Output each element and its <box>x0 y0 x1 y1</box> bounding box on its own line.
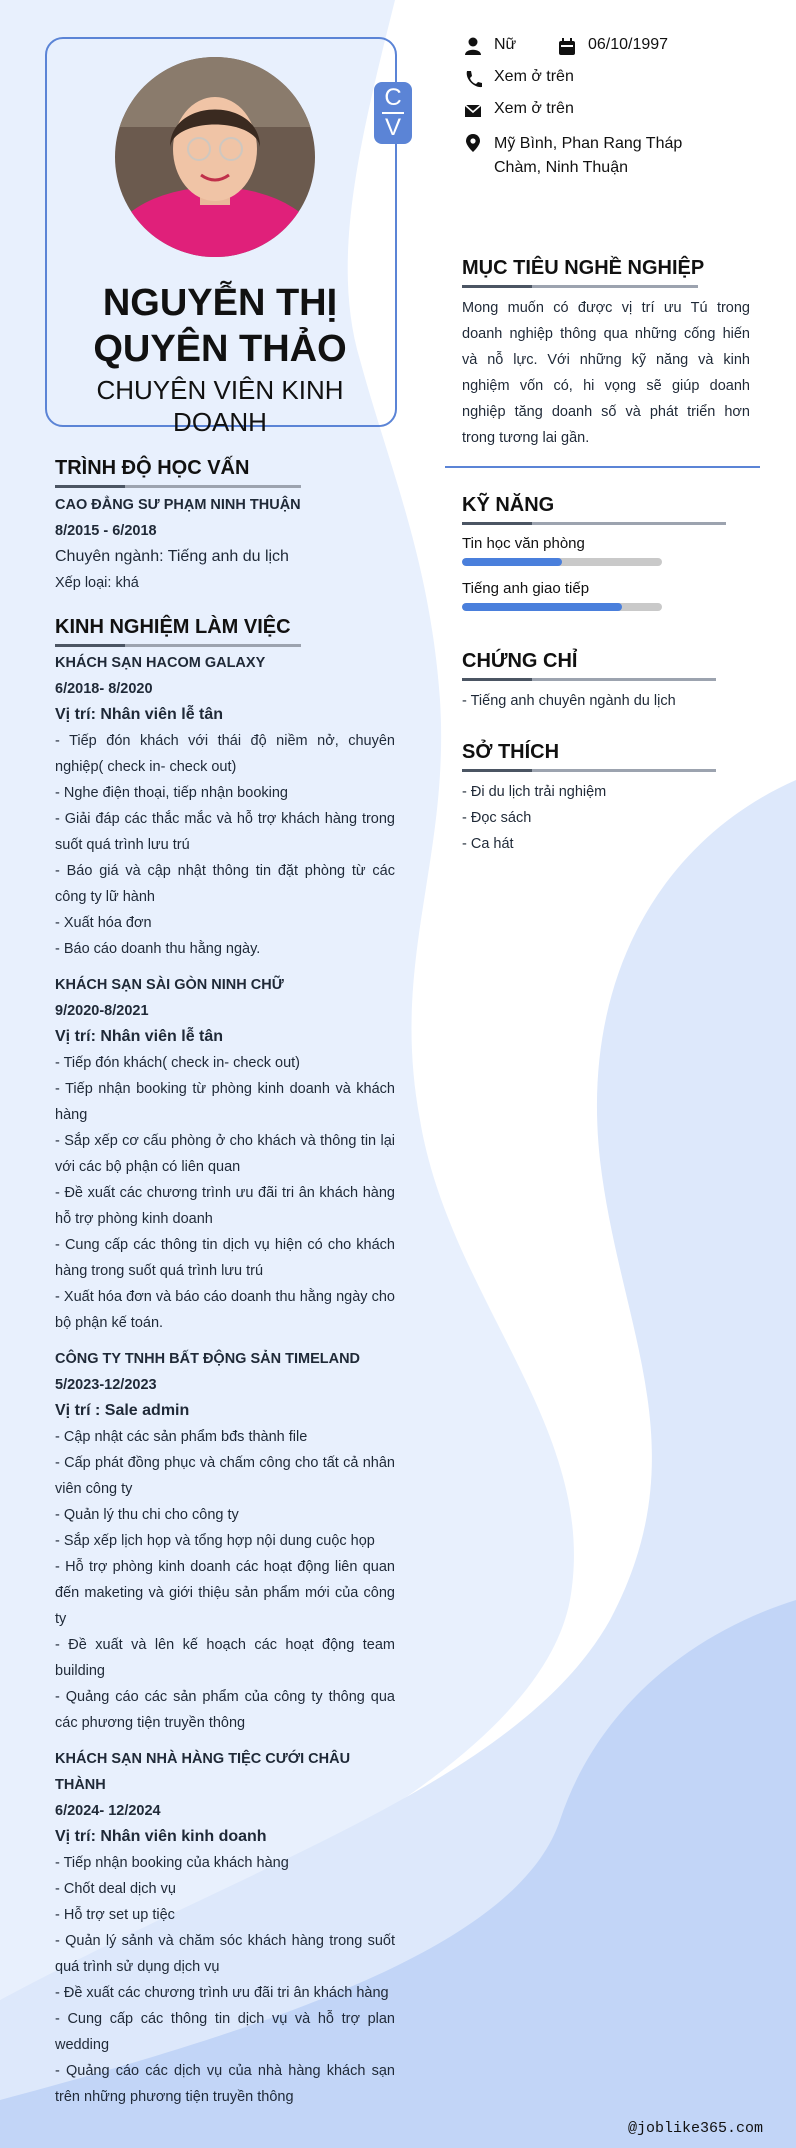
skill-track <box>462 558 662 566</box>
address-line-1: Mỹ Bình, Phan Rang Tháp <box>494 135 683 152</box>
job-task: - Quản lý sảnh và chăm sóc khách hàng trong suốt quá trình sử dụng dịch vụ <box>55 1933 395 1975</box>
education-block <box>55 492 395 596</box>
job-entry <box>55 972 395 1336</box>
education-period: 8/2015 - 6/2018 <box>55 523 157 539</box>
job-position: Vị trí: Nhân viên lễ tân <box>55 706 224 723</box>
job-position: Vị trí : Sale admin <box>55 1402 190 1419</box>
phone-text: Xem ở trên <box>494 68 574 85</box>
contact-phone <box>462 68 574 90</box>
skill-track <box>462 603 662 611</box>
job-company: KHÁCH SẠN HACOM GALAXY <box>55 655 266 671</box>
birthday-text: 06/10/1997 <box>588 36 669 53</box>
job-task: - Cập nhật các sản phẩm bđs thành file <box>55 1429 308 1445</box>
job-task: - Quản lý thu chi cho công ty <box>55 1507 239 1523</box>
education-underline <box>55 485 301 488</box>
skills-heading: KỸ NĂNG <box>462 494 555 516</box>
job-period: 6/2018- 8/2020 <box>55 681 153 697</box>
objective-underline <box>462 285 698 288</box>
contact-address <box>462 132 682 180</box>
job-task: - Tiếp nhận booking từ phòng kinh doanh và khách hàng <box>55 1081 395 1123</box>
job-task: - Cung cấp các thông tin dịch vụ hiện có cho khách hàng trong suốt quá trình lưu trú <box>55 1237 395 1279</box>
job-task: - Sắp xếp lịch họp và tổng hợp nội dung cuộc họp <box>55 1533 375 1549</box>
avatar-photo <box>115 57 315 257</box>
school-name: CAO ĐẲNG SƯ PHẠM NINH THUẬN <box>55 497 301 513</box>
job-task: - Quảng cáo các dịch vụ của nhà hàng khách sạn trên những phương tiện truyền thông <box>55 2063 395 2105</box>
job-task: - Tiếp nhận booking của khách hàng <box>55 1855 289 1871</box>
email-icon <box>462 100 484 122</box>
location-pin-icon <box>462 132 484 154</box>
job-task: - Báo cáo doanh thu hằng ngày. <box>55 941 261 957</box>
contact-email <box>462 100 574 122</box>
hobby-item: - Ca hát <box>462 836 514 852</box>
job-task: - Đề xuất và lên kế hoạch các hoạt động team building <box>55 1637 395 1679</box>
objective-heading: MỤC TIÊU NGHỀ NGHIỆP <box>462 257 705 279</box>
skill-label: Tiếng anh giao tiếp <box>462 580 590 597</box>
skill-fill <box>462 603 622 611</box>
job-task: - Đề xuất các chương trình ưu đãi tri ân khách hàng <box>55 1985 389 2001</box>
skill-fill <box>462 558 562 566</box>
certificates-heading: CHỨNG CHỈ <box>462 650 578 672</box>
job-task: - Nghe điện thoại, tiếp nhận booking <box>55 785 288 801</box>
job-task: - Quảng cáo các sản phẩm của công ty thông qua các phương tiện truyền thông <box>55 1689 395 1731</box>
role-line-1: CHUYÊN VIÊN KINH <box>96 375 344 405</box>
hobbies-heading: SỞ THÍCH <box>462 741 560 763</box>
calendar-icon <box>556 36 578 58</box>
job-task: - Hỗ trợ set up tiệc <box>55 1907 175 1923</box>
avatar <box>115 57 315 257</box>
cv-badge-top: C <box>384 84 402 111</box>
job-period: 6/2024- 12/2024 <box>55 1803 161 1819</box>
gender-text: Nữ <box>494 36 517 53</box>
job-task: - Sắp xếp cơ cấu phòng ở cho khách và thông tin lại với các bộ phận có liên quan <box>55 1133 395 1175</box>
phone-icon <box>462 68 484 90</box>
job-task: - Tiếp đón khách với thái độ niềm nở, chuyên nghiệp( check in- check out) <box>55 733 395 775</box>
candidate-name <box>60 280 380 372</box>
section-divider <box>445 466 760 468</box>
job-task: - Cấp phát đồng phục và chấm công cho tất cả nhân viên công ty <box>55 1455 395 1497</box>
job-task: - Đề xuất các chương trình ưu đãi tri ân khách hàng hỗ trợ phòng kinh doanh <box>55 1185 395 1227</box>
email-text: Xem ở trên <box>494 100 574 117</box>
person-icon <box>462 36 484 58</box>
education-major: Chuyên ngành: Tiếng anh du lịch <box>55 548 289 565</box>
footer-watermark: @joblike365.com <box>627 2120 763 2137</box>
skill-item <box>462 580 750 611</box>
job-period: 9/2020-8/2021 <box>55 1003 149 1019</box>
role-line-2: DOANH <box>173 407 267 437</box>
job-task: - Chốt deal dịch vụ <box>55 1881 176 1897</box>
job-task: - Tiếp đón khách( check in- check out) <box>55 1055 301 1071</box>
hobby-item: - Đi du lịch trải nghiệm <box>462 784 607 800</box>
job-task: - Báo giá và cập nhật thông tin đặt phòng từ các công ty lữ hành <box>55 863 395 905</box>
job-task: - Giải đáp các thắc mắc và hỗ trợ khách hàng trong suốt quá trình lưu trú <box>55 811 395 853</box>
job-company: CÔNG TY TNHH BẤT ĐỘNG SẢN TIMELAND <box>55 1351 361 1367</box>
job-task: - Xuất hóa đơn <box>55 915 152 931</box>
contact-gender-birthday <box>462 36 668 58</box>
education-heading: TRÌNH ĐỘ HỌC VẤN <box>55 457 250 479</box>
job-position: Vị trí: Nhân viên lễ tân <box>55 1028 224 1045</box>
experience-heading: KINH NGHIỆM LÀM VIỆC <box>55 616 291 638</box>
hobbies-list <box>462 779 750 857</box>
job-position: Vị trí: Nhân viên kinh doanh <box>55 1828 267 1845</box>
name-line-2: QUYÊN THẢO <box>93 328 347 370</box>
experience-underline <box>55 644 301 647</box>
job-period: 5/2023-12/2023 <box>55 1377 157 1393</box>
skills-underline <box>462 522 726 525</box>
name-line-1: NGUYỄN THỊ <box>102 282 338 324</box>
job-entry <box>55 1346 395 1736</box>
skill-label: Tin học văn phòng <box>462 535 585 552</box>
hobbies-underline <box>462 769 716 772</box>
skill-item <box>462 535 750 566</box>
job-task: - Xuất hóa đơn và báo cáo doanh thu hằng ngày cho bộ phận kế toán. <box>55 1289 395 1331</box>
job-entry <box>55 1746 395 2110</box>
job-company: KHÁCH SẠN NHÀ HÀNG TIỆC CƯỚI CHÂU THÀNH <box>55 1751 351 1793</box>
experience-list <box>55 650 395 2110</box>
cv-badge-bottom: V <box>384 114 401 141</box>
hobby-item: - Đọc sách <box>462 810 532 826</box>
certificates-underline <box>462 678 716 681</box>
certificate-item: - Tiếng anh chuyên ngành du lịch <box>462 693 676 709</box>
candidate-role <box>60 374 380 438</box>
address-line-2: Chàm, Ninh Thuận <box>494 159 628 176</box>
job-task: - Hỗ trợ phòng kinh doanh các hoạt động liên quan đến maketing và giới thiệu sản phẩm mới của công ty <box>55 1559 395 1627</box>
cv-badge <box>374 82 412 144</box>
job-entry <box>55 650 395 962</box>
job-company: KHÁCH SẠN SÀI GÒN NINH CHỮ <box>55 977 284 993</box>
objective-text: Mong muốn có được vị trí ưu Tú trong doanh nghiệp thông qua những cống hiến và nỗ lực. Với những kỹ năng và kinh nghiệm vốn có, hi vọng sẽ giúp doanh nghiệp tăng doanh số và phát triển hơn trong tương lai gần. <box>462 300 750 446</box>
job-task: - Cung cấp các thông tin dịch vụ và hỗ trợ plan wedding <box>55 2011 395 2053</box>
education-grade: Xếp loại: khá <box>55 575 139 591</box>
